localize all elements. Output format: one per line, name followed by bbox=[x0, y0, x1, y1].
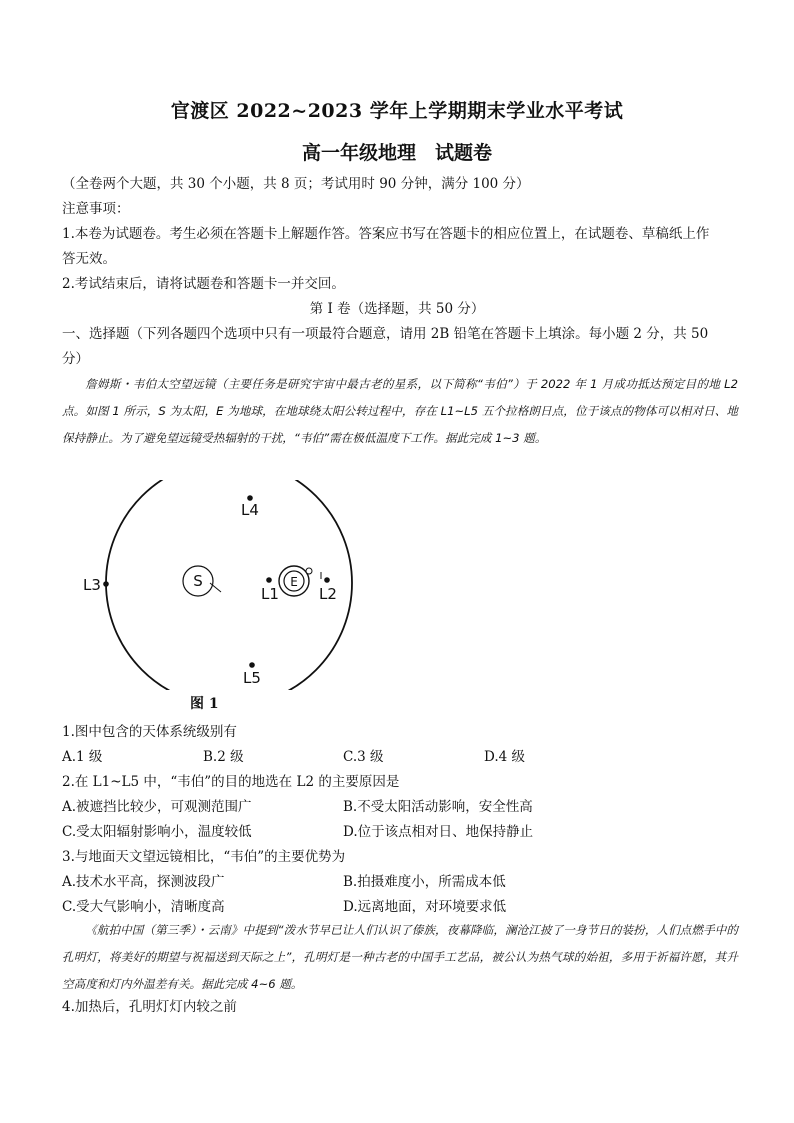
exam-note: （全卷两个大题，共 30 个小题，共 8 页；考试用时 90 分钟，满分 100 分） bbox=[62, 176, 530, 192]
section-instruction-cont: 分） bbox=[62, 351, 89, 367]
notice-item-2: 2.考试结束后，请将试题卷和答题卡一并交回。 bbox=[62, 276, 345, 292]
question-3-option-d[interactable]: D.远离地面，对环境要求低 bbox=[343, 899, 507, 915]
question-3-stem: 3.与地面天文望远镜相比，“韦伯”的主要优势为 bbox=[62, 849, 346, 865]
question-2-option-b[interactable]: B.不受太阳活动影响，安全性高 bbox=[343, 799, 533, 815]
question-2-option-c[interactable]: C.受太阳辐射影响小，温度较低 bbox=[62, 824, 252, 840]
question-1-option-c[interactable]: C.3 级 bbox=[343, 749, 384, 765]
l3-label: L3 bbox=[83, 576, 101, 594]
figure-caption: 图 1 bbox=[190, 696, 219, 712]
question-2-option-d[interactable]: D.位于该点相对日、地保持静止 bbox=[343, 824, 534, 840]
lagrange-point-diagram bbox=[80, 480, 380, 690]
question-1-option-a[interactable]: A.1 级 bbox=[62, 749, 103, 765]
question-1-stem: 1.图中包含的天体系统级别有 bbox=[62, 724, 237, 740]
l2-point bbox=[324, 577, 330, 583]
passage-webb: 詹姆斯・韦伯太空望远镜（主要任务是研究宇宙中最古老的星系，以下简称“韦伯”）于 2022 年 1 月成功抵达预定目的地 L2 点。如图 1 所示，S 为太阳，E 为地球，在地球绕太阳公转过程中，存在 L1~L5 五个拉格朗日点，位于该点的物体可以相对日、地保持静止。为了避免望远镜受热辐射的干扰，“韦伯”需在极低温度下工作。据此完成 1~3 题。 bbox=[62, 377, 738, 445]
exam-subtitle: 高一年级地理 试题卷 bbox=[301, 142, 492, 164]
sun-label: S bbox=[193, 572, 203, 590]
notice-item-1: 1.本卷为试题卷。考生必须在答题卡上解题作答。答案应书写在答题卡的相应位置上，在试题卷、草稿纸上作 bbox=[62, 226, 710, 242]
question-1-option-d[interactable]: D.4 级 bbox=[484, 749, 526, 765]
passage-kongming-lantern: 《航拍中国（第三季）・云南》中提到“泼水节早已让人们认识了傣族，夜幕降临，澜沧江披了一身节日的装扮，人们点燃手中的孔明灯，将美好的期望与祝福送到天际之上”，孔明灯是一种古老的中国手工艺品，被公认为热气球的始祖，多用于祈福许愿，其升空高度和灯内外温差有关。据此完成 4~6 题。 bbox=[62, 923, 738, 991]
section-instruction: 一、选择题（下列各题四个选项中只有一项最符合题意，请用 2B 铅笔在答题卡上填涂。每小题 2 分，共 50 bbox=[62, 326, 709, 342]
earth-orbit bbox=[106, 480, 352, 690]
notice-item-1-cont: 答无效。 bbox=[62, 251, 116, 267]
telescope-marker bbox=[306, 568, 312, 574]
l5-label: L5 bbox=[243, 669, 261, 687]
exam-title: 官渡区 2022~2023 学年上学期期末学业水平考试 bbox=[170, 100, 624, 122]
question-4-stem: 4.加热后，孔明灯灯内较之前 bbox=[62, 999, 237, 1015]
question-3-option-a[interactable]: A.技术水平高，探测波段广 bbox=[62, 874, 225, 890]
question-2-option-a[interactable]: A.被遮挡比较少，可观测范围广 bbox=[62, 799, 252, 815]
l4-point bbox=[247, 495, 253, 501]
l1-point bbox=[266, 577, 272, 583]
l2-label: L2 bbox=[319, 585, 337, 603]
part-title: 第 I 卷（选择题，共 50 分） bbox=[309, 301, 485, 317]
question-3-option-c[interactable]: C.受大气影响小，清晰度高 bbox=[62, 899, 225, 915]
notice-heading: 注意事项： bbox=[62, 201, 130, 217]
l3-point bbox=[103, 581, 109, 587]
earth-label: E bbox=[290, 575, 298, 589]
question-1-option-b[interactable]: B.2 级 bbox=[203, 749, 244, 765]
l4-label: L4 bbox=[241, 501, 259, 519]
l5-point bbox=[249, 662, 255, 668]
l1-label: L1 bbox=[261, 585, 279, 603]
question-3-option-b[interactable]: B.拍摄难度小，所需成本低 bbox=[343, 874, 506, 890]
question-2-stem: 2.在 L1~L5 中，“韦伯”的目的地选在 L2 的主要原因是 bbox=[62, 774, 400, 790]
